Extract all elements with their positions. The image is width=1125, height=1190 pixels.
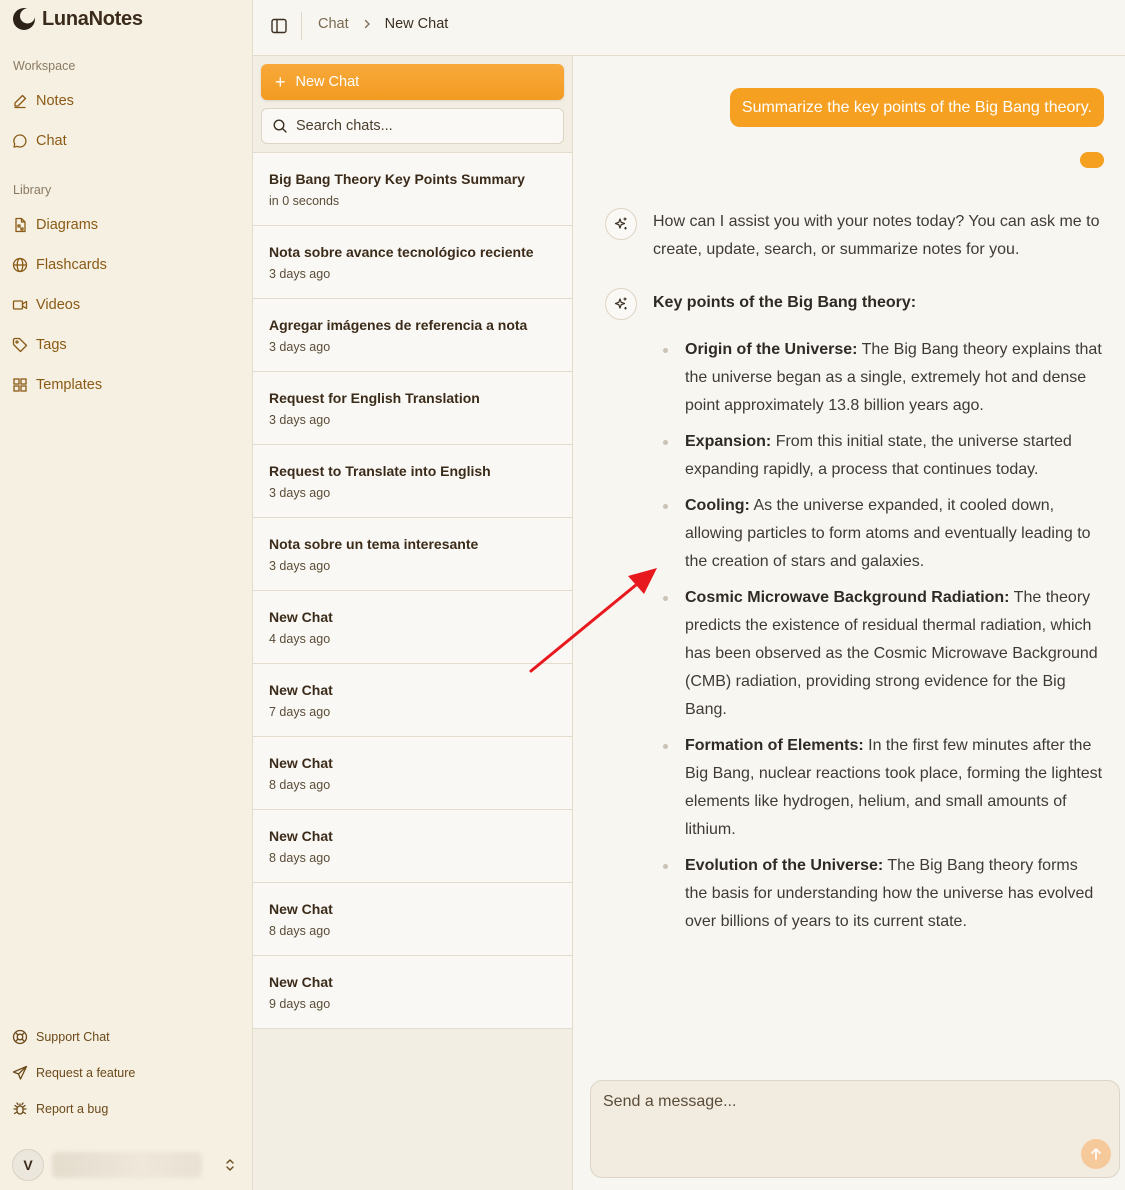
- chat-list-item[interactable]: [253, 664, 572, 737]
- bottom-item-label: Request a feature: [36, 1066, 136, 1080]
- pencil-icon: [12, 93, 28, 109]
- chat-item-title: New Chat: [269, 755, 333, 771]
- library-section-label: Library: [13, 183, 52, 197]
- list-item: [663, 428, 1103, 484]
- chat-item-title: New Chat: [269, 901, 333, 917]
- breadcrumb: [318, 16, 448, 32]
- globe-icon: [12, 257, 28, 273]
- sidebar-item-label: Flashcards: [36, 257, 107, 273]
- chat-list-item[interactable]: [253, 153, 572, 226]
- workspace-section-label: Workspace: [13, 59, 76, 73]
- sparkle-icon: [613, 296, 629, 312]
- plus-icon: +: [275, 72, 286, 92]
- sidebar-item-notes[interactable]: [12, 89, 232, 113]
- video-camera-icon: [12, 297, 28, 313]
- key-points-list: [663, 336, 1103, 944]
- chat-item-time: in 0 seconds: [269, 194, 340, 208]
- search-input[interactable]: [296, 118, 546, 134]
- tag-icon: [12, 337, 28, 353]
- assistant-avatar: [605, 288, 637, 320]
- user-menu[interactable]: [12, 1149, 238, 1181]
- sidebar-item-label: Notes: [36, 93, 74, 109]
- chat-item-title: Nota sobre avance tecnológico reciente: [269, 244, 534, 260]
- chat-list-item[interactable]: [253, 883, 572, 956]
- chat-item-time: 8 days ago: [269, 924, 331, 938]
- chat-item-title: Request to Translate into English: [269, 463, 491, 479]
- user-message-indicator: [1080, 152, 1104, 168]
- point-text: As the universe expanded, it cooled down, allowing particles to form atoms and eventually leading to the creation of stars and galaxies.: [685, 497, 1091, 570]
- chat-list-item[interactable]: [253, 810, 572, 883]
- chat-list-panel: [253, 56, 573, 1190]
- assistant-greeting-message: How can I assist you with your notes today? You can ask me to create, update, search, or summarize notes for you.: [653, 213, 1100, 258]
- app-name: LunaNotes: [42, 7, 143, 30]
- send-button[interactable]: [1081, 1139, 1111, 1169]
- sidebar-item-label: Tags: [36, 337, 67, 353]
- chat-item-time: 9 days ago: [269, 997, 331, 1011]
- chat-list-item[interactable]: [253, 737, 572, 810]
- point-heading: Cooling:: [685, 497, 750, 514]
- arrow-up-icon: [1089, 1147, 1103, 1161]
- chat-item-title: Nota sobre un tema interesante: [269, 536, 479, 552]
- point-text: The theory predicts the existence of residual thermal radiation, which has been observed as the Cosmic Microwave Background (CMB) radiation, providing strong evidence for the Big Bang.: [685, 589, 1098, 718]
- chat-list-item[interactable]: [253, 591, 572, 664]
- message-composer: [590, 1080, 1120, 1178]
- chat-item-title: New Chat: [269, 609, 333, 625]
- chat-item-title: Request for English Translation: [269, 390, 480, 406]
- grid-icon: [12, 377, 28, 393]
- sidebar: [0, 0, 253, 1190]
- top-header: [253, 0, 1125, 56]
- point-heading: Cosmic Microwave Background Radiation:: [685, 589, 1010, 606]
- point-text: In the first few minutes after the Big Bang, nuclear reactions took place, forming the lightest elements like hydrogen, helium, and small amounts of lithium.: [685, 737, 1103, 838]
- point-text: From this initial state, the universe started expanding rapidly, a process that continues today.: [685, 433, 1072, 478]
- list-item: [663, 732, 1103, 844]
- chat-item-time: 3 days ago: [269, 413, 331, 427]
- bottom-item-label: Report a bug: [36, 1102, 109, 1116]
- chat-list-item[interactable]: [253, 445, 572, 518]
- avatar: V: [12, 1149, 44, 1181]
- sidebar-item-videos[interactable]: [12, 293, 232, 317]
- message-input[interactable]: [603, 1093, 1083, 1133]
- chat-item-title: New Chat: [269, 682, 333, 698]
- chat-item-time: 8 days ago: [269, 851, 331, 865]
- chat-item-title: Agregar imágenes de referencia a nota: [269, 317, 528, 333]
- sidebar-item-diagrams[interactable]: [12, 213, 232, 237]
- assistant-response-title: Key points of the Big Bang theory:: [653, 294, 917, 311]
- chat-list-item[interactable]: [253, 299, 572, 372]
- chat-item-time: 3 days ago: [269, 559, 331, 573]
- chat-item-time: 7 days ago: [269, 705, 331, 719]
- sparkle-icon: [613, 216, 629, 232]
- sidebar-item-chat[interactable]: [12, 129, 232, 153]
- chat-item-time: 3 days ago: [269, 486, 331, 500]
- sidebar-toggle-icon[interactable]: [269, 16, 289, 36]
- request-feature-link[interactable]: [12, 1063, 135, 1083]
- sidebar-item-tags[interactable]: [12, 333, 232, 357]
- sidebar-item-label: Diagrams: [36, 217, 99, 233]
- chat-list-item[interactable]: [253, 372, 572, 445]
- list-item: [663, 584, 1103, 724]
- sidebar-item-label: Chat: [36, 133, 67, 149]
- point-heading: Formation of Elements:: [685, 737, 864, 754]
- chat-list: [253, 152, 572, 1029]
- bottom-item-label: Support Chat: [36, 1030, 110, 1044]
- moon-logo-icon: [12, 7, 36, 31]
- point-text: The Big Bang theory forms the basis for understanding how the universe has evolved over billions of years to its current state.: [685, 857, 1094, 930]
- report-bug-link[interactable]: [12, 1099, 108, 1119]
- user-name-redacted: [52, 1152, 202, 1178]
- point-heading: Evolution of the Universe:: [685, 857, 884, 874]
- user-message-bubble: Summarize the key points of the Big Bang theory.: [730, 88, 1104, 127]
- conversation-panel: [574, 56, 1125, 1190]
- point-heading: Origin of the Universe:: [685, 341, 858, 358]
- chevron-right-icon: [361, 18, 373, 30]
- chat-list-item[interactable]: [253, 518, 572, 591]
- chevron-up-down-icon: [222, 1157, 238, 1173]
- sidebar-item-label: Videos: [36, 297, 81, 313]
- app-logo[interactable]: [12, 6, 143, 32]
- header-divider: [301, 12, 302, 40]
- bug-icon: [12, 1101, 28, 1117]
- chat-item-time: 4 days ago: [269, 632, 331, 646]
- chat-item-title: Big Bang Theory Key Points Summary: [269, 171, 525, 187]
- chat-list-item[interactable]: [253, 956, 572, 1029]
- sidebar-item-flashcards[interactable]: [12, 253, 232, 277]
- support-chat-link[interactable]: [12, 1027, 110, 1047]
- breadcrumb-chat-link[interactable]: Chat: [318, 16, 349, 32]
- point-text: The Big Bang theory explains that the universe began as a single, extremely hot and dense point approximately 13.8 billion years ago.: [685, 341, 1102, 414]
- chat-item-title: New Chat: [269, 828, 333, 844]
- new-chat-label: New Chat: [295, 74, 360, 90]
- chat-item-time: 3 days ago: [269, 340, 331, 354]
- diagram-file-icon: [12, 217, 28, 233]
- search-chats-box[interactable]: [261, 108, 564, 144]
- breadcrumb-current: New Chat: [384, 16, 449, 32]
- chat-item-title: New Chat: [269, 974, 333, 990]
- new-chat-button[interactable]: [261, 64, 564, 100]
- search-icon: [272, 118, 288, 134]
- chat-list-item[interactable]: [253, 226, 572, 299]
- point-heading: Expansion:: [685, 433, 772, 450]
- send-plane-icon: [12, 1065, 28, 1081]
- sidebar-item-label: Templates: [36, 377, 103, 393]
- chat-item-time: 8 days ago: [269, 778, 331, 792]
- list-item: [663, 336, 1103, 420]
- lifebuoy-icon: [12, 1029, 28, 1045]
- list-item: [663, 852, 1103, 936]
- chat-item-time: 3 days ago: [269, 267, 331, 281]
- chat-bubble-icon: [12, 133, 28, 149]
- sidebar-item-templates[interactable]: [12, 373, 232, 397]
- list-item: [663, 492, 1103, 576]
- assistant-avatar: [605, 208, 637, 240]
